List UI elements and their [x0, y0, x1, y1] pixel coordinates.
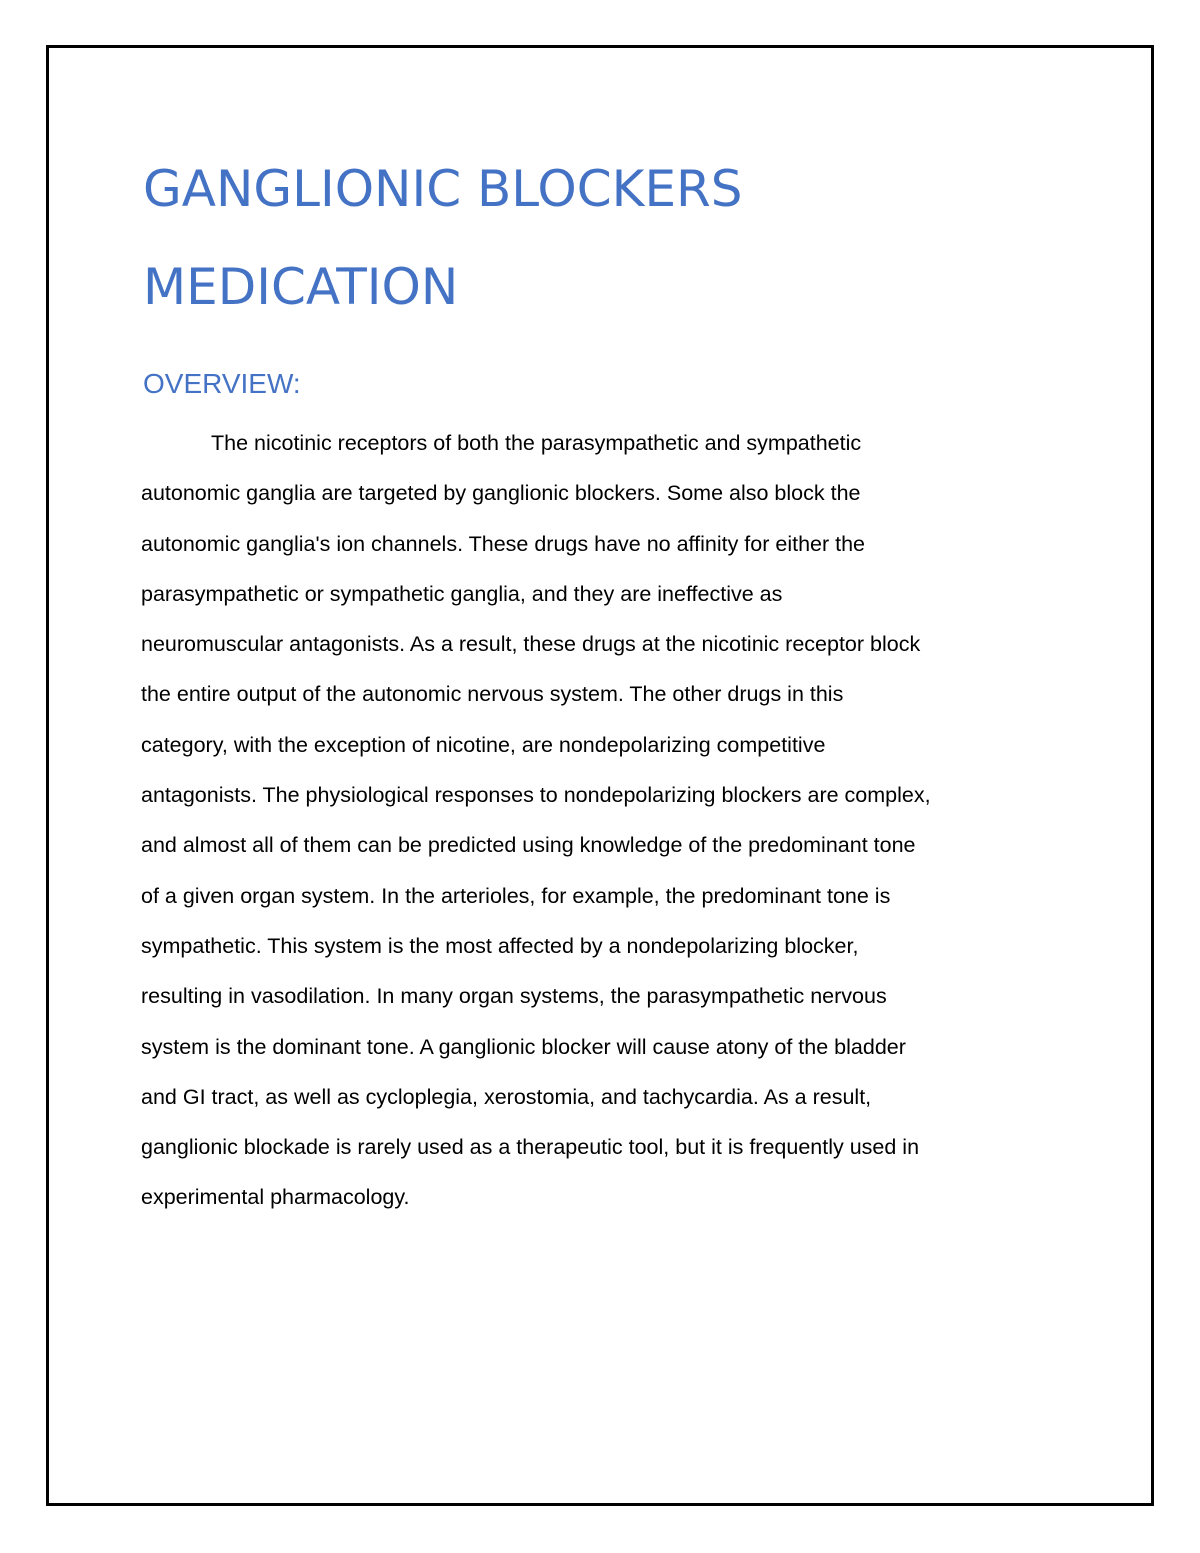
- paragraph-line: parasympathetic or sympathetic ganglia, and they are ineffective as: [141, 581, 783, 606]
- paragraph-line: and almost all of them can be predicted using knowledge of the predominant tone: [141, 833, 916, 858]
- paragraph-line: The nicotinic receptors of both the parasympathetic and sympathetic: [211, 431, 862, 455]
- paragraph-line: and GI tract, as well as cycloplegia, xerostomia, and tachycardia. As a result,: [141, 1084, 872, 1109]
- paragraph-line: autonomic ganglia's ion channels. These drugs have no affinity for either the: [141, 531, 866, 556]
- title-line-1: GANGLIONIC BLOCKERS: [143, 160, 743, 218]
- paragraph-line: autonomic ganglia are targeted by ganglionic blockers. Some also block the: [141, 481, 861, 506]
- paragraph-line: ganglionic blockade is rarely used as a therapeutic tool, but it is frequently used in: [141, 1135, 920, 1160]
- paragraph-line: antagonists. The physiological responses to nondepolarizing blockers are complex,: [141, 783, 931, 808]
- section-heading-overview: OVERVIEW:: [143, 368, 301, 399]
- paragraph-line: category, with the exception of nicotine, are nondepolarizing competitive: [141, 732, 826, 757]
- paragraph-line: resulting in vasodilation. In many organ systems, the parasympathetic nervous: [141, 984, 887, 1009]
- paragraph-line: the entire output of the autonomic nervous system. The other drugs in this: [141, 682, 844, 707]
- title-line-2: MEDICATION: [143, 258, 459, 316]
- paragraph-line: system is the dominant tone. A ganglionic blocker will cause atony of the bladder: [141, 1034, 906, 1059]
- paragraph-line: of a given organ system. In the arterioles, for example, the predominant tone is: [141, 883, 891, 908]
- paragraph-line: sympathetic. This system is the most affected by a nondepolarizing blocker,: [141, 933, 859, 958]
- overview-paragraph: [141, 418, 931, 1223]
- paragraph-line: experimental pharmacology.: [141, 1185, 410, 1210]
- paragraph-line: neuromuscular antagonists. As a result, these drugs at the nicotinic receptor block: [141, 632, 921, 657]
- document-title: [143, 140, 743, 336]
